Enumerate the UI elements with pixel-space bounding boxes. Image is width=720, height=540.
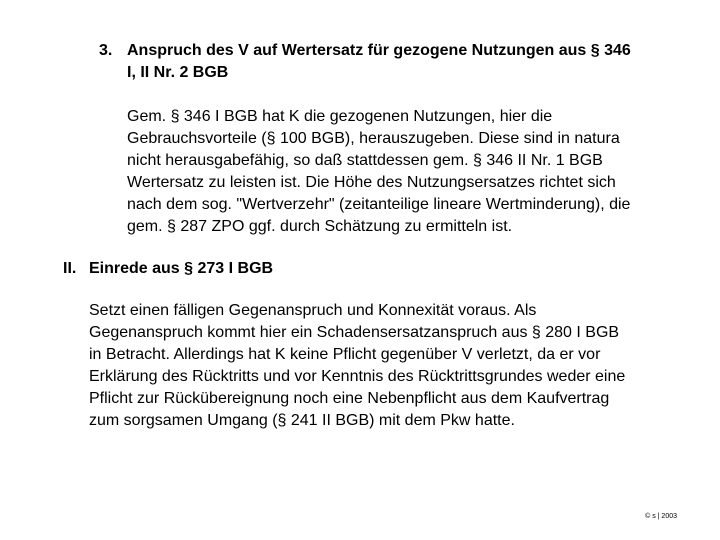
section-II-body-line: Erklärung des Rücktritts und vor Kenntnis des Rücktrittsgrundes weder eine <box>89 368 626 385</box>
section-3-body-line: Wertersatz zu leisten ist. Die Höhe des Nutzungsersatzes richtet sich <box>127 174 616 191</box>
section-3-body-line: nicht herausgabefähig, so daß stattdessen gem. § 346 II Nr. 1 BGB <box>127 152 603 169</box>
section-II-heading <box>63 258 273 280</box>
section-II-body-line: Gegenanspruch kommt hier ein Schadensersatzanspruch aus § 280 I BGB <box>89 324 620 341</box>
section-II-heading-text: Einrede aus § 273 I BGB <box>89 260 274 277</box>
section-II-heading-line <box>63 258 273 280</box>
section-II-body <box>89 300 625 432</box>
section-II-body-line: in Betracht. Allerdings hat K keine Pflicht gegenüber V verletzt, da er vor <box>89 346 601 363</box>
section-3-number: 3. <box>99 42 113 59</box>
section-3-heading-text-1: Anspruch des V auf Wertersatz für gezogene Nutzungen aus § 346 <box>127 42 631 59</box>
section-3-body-line: Gem. § 346 I BGB hat K die gezogenen Nutzungen, hier die <box>127 108 553 125</box>
section-3-body <box>127 106 630 238</box>
section-3-body-line: Gebrauchsvorteile (§ 100 BGB), herauszugeben. Diese sind in natura <box>127 130 620 147</box>
section-3-body-line: nach dem sog. "Wertverzehr" (zeitanteilige lineare Wertminderung), die <box>127 196 631 213</box>
section-II-body-line: Setzt einen fälligen Gegenanspruch und Konnexität voraus. Als <box>89 302 537 319</box>
section-3-body-line: gem. § 287 ZPO ggf. durch Schätzung zu ermitteln ist. <box>127 218 513 235</box>
section-3-heading-line-1 <box>99 40 631 62</box>
section-II-body-line: Pflicht zur Rückübereignung noch eine Nebenpflicht aus dem Kaufvertrag <box>89 390 610 407</box>
section-3-heading <box>99 40 631 84</box>
section-II-body-line: zum sorgsamen Umgang (§ 241 II BGB) mit dem Pkw hatte. <box>89 412 515 429</box>
copyright-footer: © s | 2003 <box>645 513 677 520</box>
section-II-number: II. <box>63 260 77 277</box>
section-3-heading-line-2: I, II Nr. 2 BGB <box>127 64 229 81</box>
